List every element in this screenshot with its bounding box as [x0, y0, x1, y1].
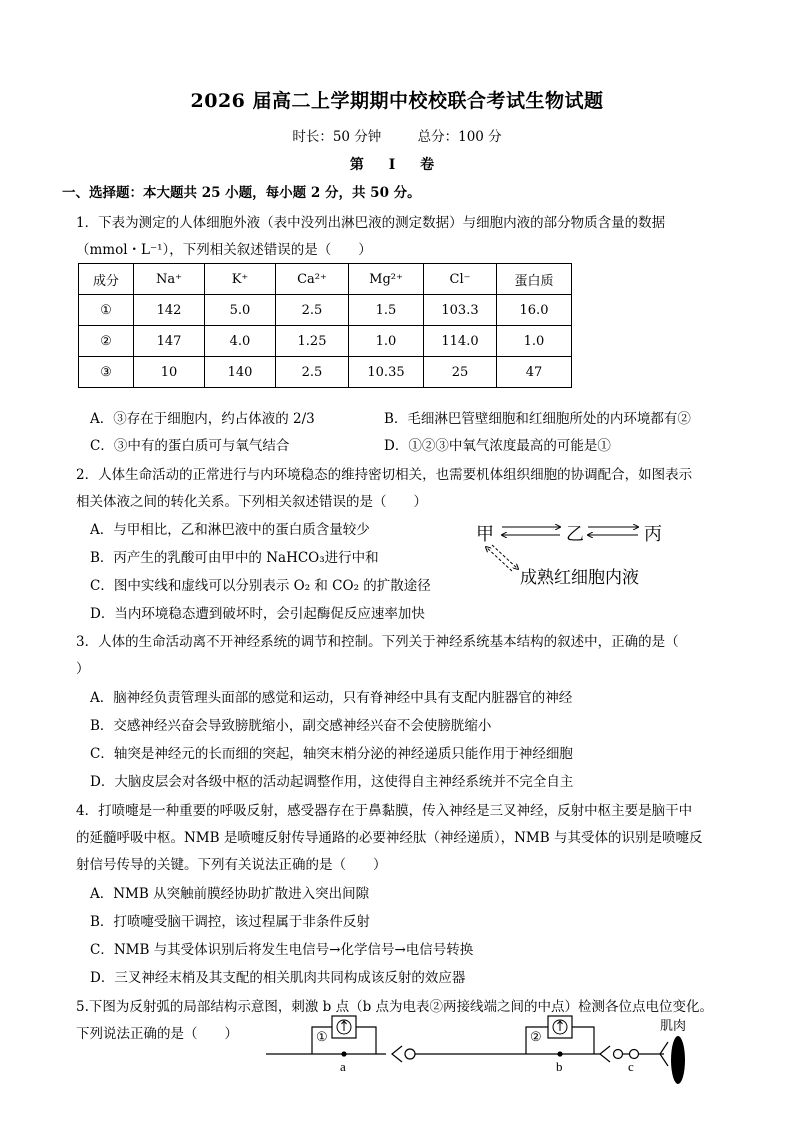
q2-option-d: D．当内环境稳态遭到破坏时，会引起酶促反应速率加快	[90, 606, 425, 622]
exam-total-score: 总分：100 分	[417, 129, 502, 145]
q2-option-c: C．图中实线和虚线可以分别表示 O₂ 和 CO₂ 的扩散途径	[90, 578, 431, 594]
table-cell: 2.5	[276, 295, 349, 326]
q3-option-d: D．大脑皮层会对各级中枢的活动起调整作用，这使得自主神经系统并不完全自主	[90, 774, 574, 790]
table-header-cell: Na⁺	[134, 264, 205, 295]
table-cell: 16.0	[497, 295, 572, 326]
table-cell: 1.0	[349, 326, 424, 357]
table-cell: 1.25	[276, 326, 349, 357]
table-row	[79, 295, 572, 326]
q2-stem-line1: 2．人体生命活动的正常进行与内环境稳态的维持密切相关，也需要机体组织细胞的协调配合，如图表示	[76, 467, 693, 483]
point-c-label: c	[628, 1059, 634, 1074]
table-cell: ①	[79, 295, 134, 326]
exam-duration: 时长：50 分钟	[292, 129, 382, 145]
table-header-cell: Ca²⁺	[276, 264, 349, 295]
table-cell: 5.0	[205, 295, 276, 326]
table-cell: 140	[205, 357, 276, 388]
q3-stem-line1: 3．人体的生命活动离不开神经系统的调节和控制。下列关于神经系统基本结构的叙述中，正确的是（	[76, 634, 679, 650]
synapse-2-icon	[600, 1046, 610, 1062]
table-cell: ②	[79, 326, 134, 357]
node-yi: 乙	[566, 524, 584, 544]
table-row	[79, 326, 572, 357]
table-cell: 114.0	[424, 326, 497, 357]
table-header-cell: Cl⁻	[424, 264, 497, 295]
q1-data-table	[78, 263, 572, 388]
q4-option-a: A．NMB 从突触前膜经协助扩散进入突出间隙	[90, 886, 370, 902]
table-cell: 25	[424, 357, 497, 388]
fluid-conversion-diagram	[470, 513, 690, 593]
dashed-arrow-from-rbc	[486, 547, 512, 571]
node-jia: 甲	[476, 524, 494, 544]
q4-option-b: B．打喷嚏受脑干调控，该过程属于非条件反射	[90, 914, 370, 930]
q3-option-c: C．轴突是神经元的长而细的突起，轴突末梢分泌的神经递质只能作用于神经细胞	[90, 746, 573, 762]
point-c-marker-icon	[630, 1050, 639, 1059]
table-header-cell: Mg²⁺	[349, 264, 424, 295]
q4-option-c: C．NMB 与其受体识别后将发生电信号→化学信号→电信号转换	[90, 942, 474, 958]
table-cell: 1.0	[497, 326, 572, 357]
q1-option-b: B．毛细淋巴管壁细胞和红细胞所处的内环境都有②	[384, 411, 691, 427]
meter-2-label: ②	[530, 1029, 542, 1044]
q5-stem-line2: 下列说法正确的是（ ）	[76, 1026, 238, 1042]
table-header-cell: 成分	[79, 264, 134, 295]
q4-stem-line3: 射信号传导的关键。下列有关说法正确的是（ ）	[76, 857, 387, 873]
node-rbc-fluid: 成熟红细胞内液	[520, 568, 639, 587]
point-b-label: b	[556, 1059, 563, 1074]
section-heading: 一、选择题：本大题共 25 小题，每小题 2 分，共 50 分。	[62, 185, 421, 201]
q5-stem-line1: 5.下图为反射弧的局部结构示意图，刺激 b 点（b 点为电表②两接线端之间的中点）检测各位点电位变化。	[76, 999, 714, 1015]
table-cell: 2.5	[276, 357, 349, 388]
reflex-arc-diagram	[266, 1010, 696, 1100]
synapse-1-body-icon	[405, 1049, 415, 1059]
table-cell: 4.0	[205, 326, 276, 357]
table-header-row	[79, 264, 572, 295]
q1-option-d: D．①②③中氧气浓度最高的可能是①	[384, 438, 611, 454]
dashed-arrow-to-rbc	[492, 545, 518, 569]
meter-1-label: ①	[316, 1029, 328, 1044]
table-cell: ③	[79, 357, 134, 388]
exam-info	[0, 125, 794, 145]
q1-stem-line2: （mmol・L⁻¹），下列相关叙述错误的是（ ）	[76, 242, 372, 258]
point-b-marker-icon	[557, 1051, 562, 1056]
table-cell: 10	[134, 357, 205, 388]
table-header-cell: 蛋白质	[497, 264, 572, 295]
table-cell: 147	[134, 326, 205, 357]
q1-option-c: C．③中有的蛋白质可与氧气结合	[90, 438, 290, 454]
synapse-2-body-icon	[614, 1050, 623, 1059]
q3-option-b: B．交感神经兴奋会导致膀胱缩小，副交感神经兴奋不会使膀胱缩小	[90, 718, 492, 734]
q2-option-b: B．丙产生的乳酸可由甲中的 NaHCO₃进行中和	[90, 550, 379, 566]
q2-option-a: A．与甲相比，乙和淋巴液中的蛋白质含量较少	[90, 522, 370, 538]
q1-option-a: A．③存在于细胞内，约占体液的 2/3	[90, 411, 315, 427]
synapse-1-icon	[392, 1046, 402, 1062]
table-row	[79, 357, 572, 388]
table-cell: 103.3	[424, 295, 497, 326]
point-a-marker-icon	[341, 1051, 346, 1056]
q2-stem-line2: 相关体液之间的转化关系。下列相关叙述错误的是（ ）	[76, 494, 427, 510]
point-a-label: a	[340, 1059, 346, 1074]
part-label: 第 I 卷	[349, 157, 445, 173]
exam-title: 2026 届高二上学期期中校校联合考试生物试题	[190, 90, 604, 112]
q4-stem-line1: 4．打喷嚏是一种重要的呼吸反射，感受器存在于鼻黏膜，传入神经是三叉神经，反射中枢主要是脑干中	[76, 803, 693, 819]
table-cell: 1.5	[349, 295, 424, 326]
q4-option-d: D．三叉神经末梢及其支配的相关肌肉共同构成该反射的效应器	[90, 970, 466, 986]
q1-stem-line1: 1．下表为测定的人体细胞外液（表中没列出淋巴液的测定数据）与细胞内液的部分物质含量的数据	[76, 215, 666, 231]
node-bing: 丙	[644, 524, 662, 544]
muscle-label: 肌肉	[660, 1018, 687, 1033]
table-cell: 10.35	[349, 357, 424, 388]
table-cell: 47	[497, 357, 572, 388]
q3-option-a: A．脑神经负责管理头面部的感觉和运动，只有脊神经中具有支配内脏器官的神经	[90, 690, 573, 706]
muscle-icon	[671, 1036, 685, 1084]
table-header-cell: K⁺	[205, 264, 276, 295]
q3-stem-line2: ）	[76, 661, 90, 677]
table-cell: 142	[134, 295, 205, 326]
q4-stem-line2: 的延髓呼吸中枢。NMB 是喷嚏反射传导通路的必要神经肽（神经递质），NMB 与其受体的识别是喷嚏反	[76, 830, 703, 846]
